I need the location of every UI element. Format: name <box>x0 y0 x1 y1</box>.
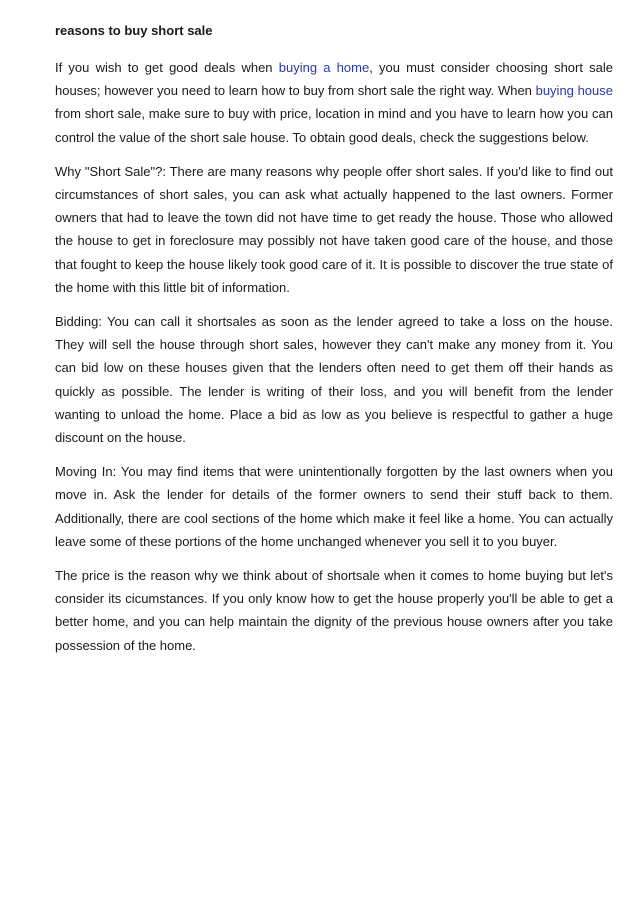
paragraph-price: The price is the reason why we think about of shortsale when it comes to home buying but let's consider its cicumstances. If you only know how to get the house properly you'll be able to get a better home, and you can help maintain the dignity of the previous house owners after you take possession of the home. <box>55 568 613 653</box>
intro-text-2: , you must consider choosing short sale houses; however you need to learn how to buy from short sale the right way. When <box>55 60 614 99</box>
paragraph-why-short-sale: Why "Short Sale"?: There are many reasons why people offer short sales. If you'd like to find out circumstances of short sales, you can ask what actually happened to the last owners. Former owners that had to leave the town did not have time to get ready the house. Those who allowed the house to get in foreclosure may possibly not have taken good care of the house, and those that fought to keep the house likely took good care of it. It is possible to discover the true state of the home with this little bit of information. <box>55 163 613 295</box>
document-title: reasons to buy short sale <box>55 23 213 38</box>
document-page <box>55 22 613 668</box>
link-buying-house[interactable]: buying house <box>535 83 613 99</box>
intro-text-3: from short sale, make sure to buy with price, location in mind and you have to learn how you can control the value of the short sale house. To obtain good deals, check the suggestions below. <box>55 106 613 145</box>
paragraph-bidding: Bidding: You can call it shortsales as soon as the lender agreed to take a loss on the house. They will sell the house through short sales, however they can't make any money from it. You can bid low on these houses given that the lenders often need to get them off their hands as quickly as possible. The lender is writing of their loss, and you will benefit from the lender wanting to unload the home. Place a bid as low as you believe is respectful to gather a huge discount on the house. <box>55 314 613 446</box>
paragraph-intro <box>55 56 613 149</box>
link-buying-a-home[interactable]: buying a home <box>278 60 370 75</box>
intro-text-1: If you wish to get good deals when <box>55 60 279 75</box>
paragraph-moving-in: Moving In: You may find items that were unintentionally forgotten by the last owners when you move in. Ask the lender for details of the former owners to send their stuff back to them. Additionally, there are cool sections of the home which make it feel like a home. You can actually leave some of these portions of the home unchanged whenever you sell it to you buyer. <box>55 464 613 549</box>
